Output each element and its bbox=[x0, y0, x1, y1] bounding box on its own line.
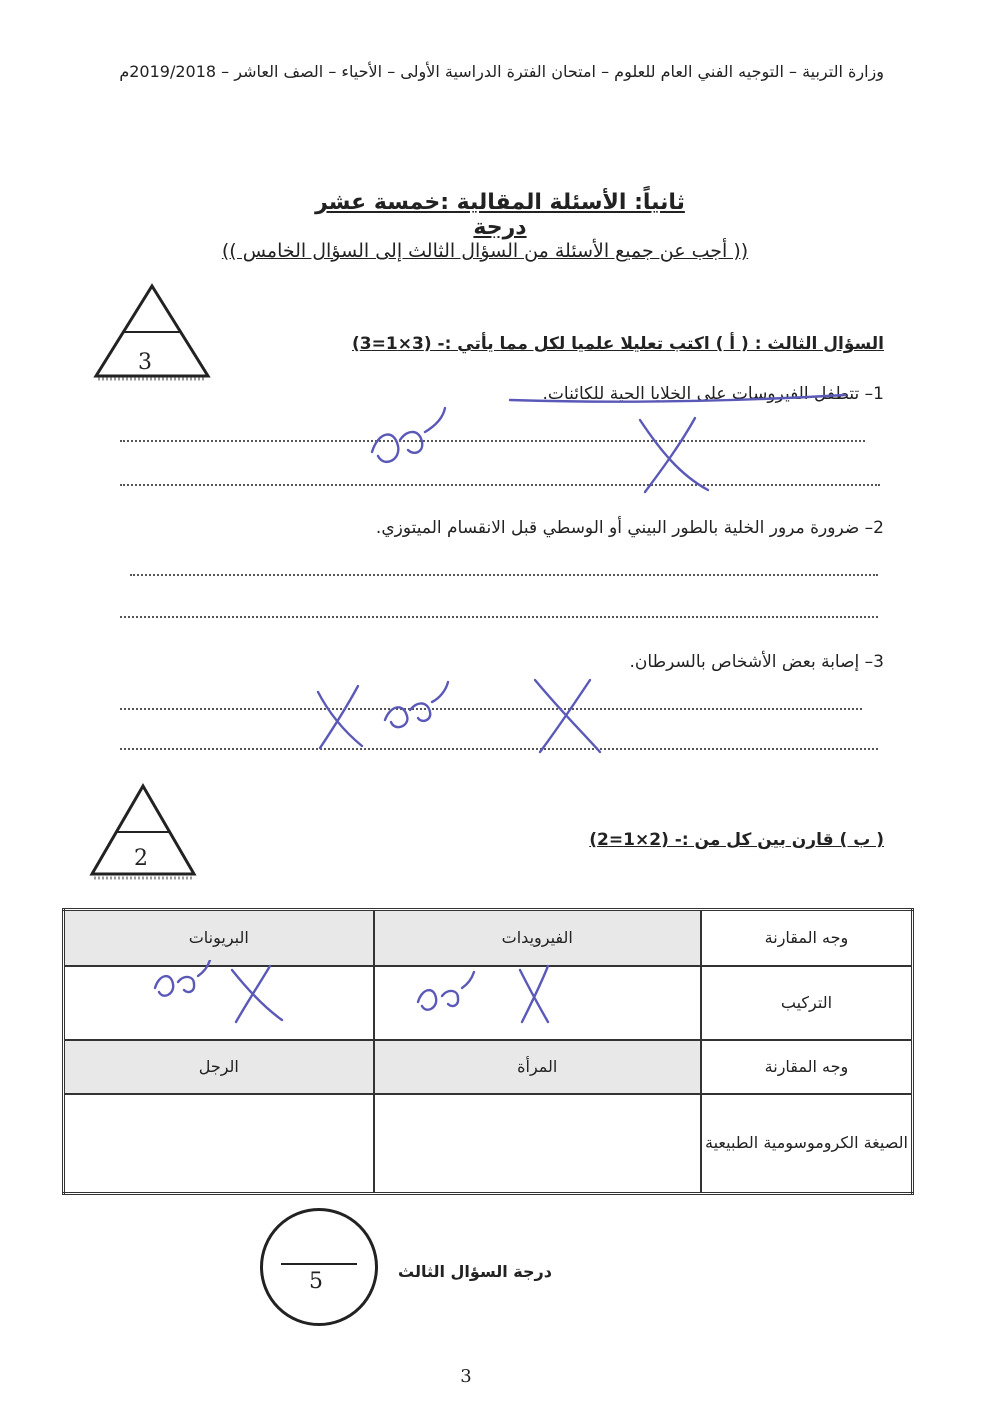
table-cell: وجه المقارنة bbox=[701, 1040, 913, 1094]
table-cell: الصيغة الكروموسومية الطبيعية bbox=[701, 1094, 913, 1194]
grader-marks-q3a bbox=[0, 380, 992, 780]
table-cell: المرأة bbox=[374, 1040, 701, 1094]
score-q3a: 3 bbox=[138, 350, 152, 375]
section-instruction: (( أجب عن جميع الأسئلة من السؤال الثالث إلى السؤال الخامس )) bbox=[221, 240, 749, 262]
q3a-item-3: 3– إصابة بعض الأشخاص بالسرطان. bbox=[629, 652, 884, 672]
q3a-item-1: 1– تتطفل الفيروسات على الخلايا الحية للكائنات. bbox=[542, 384, 884, 404]
answer-cell bbox=[64, 1094, 374, 1194]
total-score-circle bbox=[260, 1208, 378, 1326]
cross-mark-icon bbox=[535, 680, 600, 752]
cross-mark-icon bbox=[232, 966, 282, 1022]
cross-mark-icon bbox=[520, 966, 548, 1022]
table-cell: وجه المقارنة bbox=[701, 910, 913, 966]
q3b-heading: ( ب ) قارن بين كل من :- (2×1=2) bbox=[589, 830, 884, 850]
handwritten-note-icon bbox=[385, 682, 448, 727]
cross-mark-icon bbox=[640, 420, 708, 490]
q3a-heading: السؤال الثالث : ( أ ) اكتب تعليلا علميا لكل مما يأتي :- (3×1=3) bbox=[352, 334, 884, 354]
section-title: ثانياً: الأسئلة المقالية :خمسة عشر درجة bbox=[315, 190, 685, 240]
handwritten-note-icon bbox=[155, 960, 210, 996]
q3a-item-2: 2– ضرورة مرور الخلية بالطور البيني أو الوسطي قبل الانقسام الميتوزي. bbox=[375, 518, 884, 538]
cross-mark-icon bbox=[318, 686, 362, 748]
exam-header: وزارة التربية – التوجيه الفني العام للعلوم – امتحان الفترة الدراسية الأولى – الأحياء – الصف العاشر – 2019/2018م bbox=[119, 62, 884, 81]
table-cell: البريونات bbox=[64, 910, 374, 966]
score-triangle-q3a bbox=[92, 282, 212, 382]
page-number: 3 bbox=[460, 1366, 472, 1387]
grader-marks-table bbox=[0, 960, 992, 1040]
circle-divider bbox=[281, 1263, 357, 1265]
table-cell: الرجل bbox=[64, 1040, 374, 1094]
table-cell: الفيرويدات bbox=[374, 910, 701, 966]
triangle-icon bbox=[92, 282, 212, 382]
comparison-table bbox=[62, 908, 914, 1195]
table-cell: التركيب bbox=[701, 966, 913, 1040]
total-label: درجة السؤال الثالث bbox=[398, 1262, 552, 1281]
strike-through-mark bbox=[510, 395, 845, 402]
score-q3b: 2 bbox=[134, 846, 148, 871]
handwritten-note-icon bbox=[418, 972, 474, 1010]
handwritten-note-icon bbox=[372, 408, 445, 462]
total-score: 5 bbox=[309, 1269, 323, 1294]
cross-mark-icon bbox=[645, 418, 695, 492]
answer-cell bbox=[374, 1094, 701, 1194]
